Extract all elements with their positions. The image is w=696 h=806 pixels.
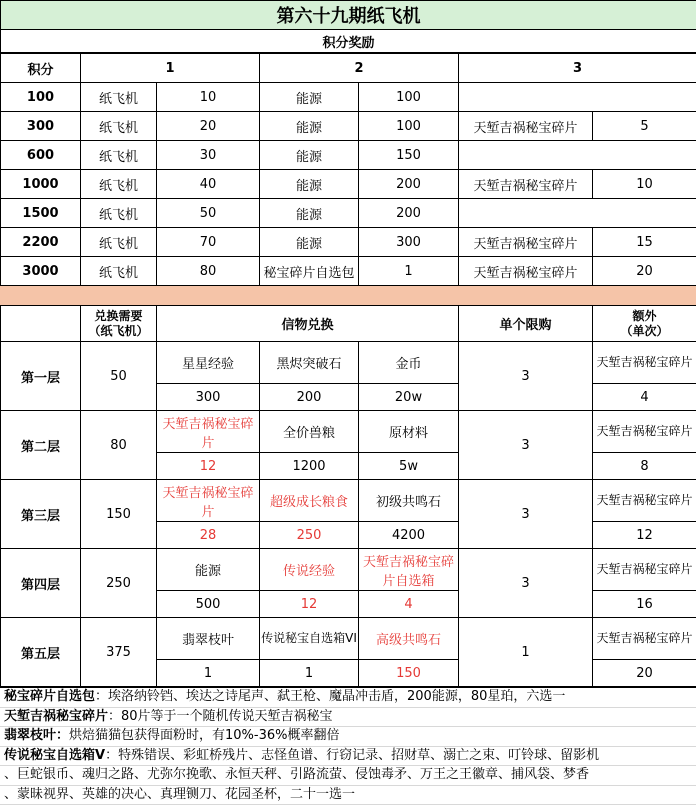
header-extra: 额外 （单次） [593, 306, 696, 342]
points-section-title: 积分奖励 [1, 30, 696, 53]
tier-need: 80 [81, 411, 157, 480]
item-b-qty: 12 [260, 591, 359, 618]
reward3-item: 天堑吉祸秘宝碎片 [459, 257, 593, 286]
reward3-empty [459, 141, 696, 170]
reward1-qty: 70 [157, 228, 260, 257]
note-line [0, 786, 696, 806]
item-c: 高级共鸣石 [359, 618, 459, 660]
tier-limit: 3 [459, 411, 593, 480]
reward1-item: 纸飞机 [81, 112, 157, 141]
header-reward-3: 3 [459, 54, 696, 83]
note-text: ：埃洛纳铃铛、埃达之诗尾声、弑王枪、魔晶冲击盾，200能源，80星珀，六选一 [95, 689, 566, 704]
points-reward-table [0, 53, 696, 286]
reward3-empty [459, 83, 696, 112]
page-title: 第六十九期纸飞机 [1, 1, 696, 30]
points-value: 2200 [1, 228, 81, 257]
item-a-qty: 28 [157, 522, 260, 549]
points-row [1, 228, 696, 257]
note-line [0, 747, 696, 767]
tier-limit: 3 [459, 342, 593, 411]
note-text: 、蒙昧视界、英雄的决心、真理铡刀、花园圣杯，二十一选一 [4, 786, 356, 802]
reward3-item: 天堑吉祸秘宝碎片 [459, 112, 593, 141]
points-row [1, 257, 696, 286]
extra-qty: 20 [593, 660, 696, 687]
tier-need: 50 [81, 342, 157, 411]
reward3-item: 天堑吉祸秘宝碎片 [459, 170, 593, 199]
points-value: 600 [1, 141, 81, 170]
points-row [1, 199, 696, 228]
reward2-qty: 150 [359, 141, 459, 170]
reward2-item: 能源 [260, 83, 359, 112]
reward2-qty: 1 [359, 257, 459, 286]
extra-item: 天堑吉祸秘宝碎片 [593, 480, 696, 522]
reward2-item: 能源 [260, 199, 359, 228]
points-row [1, 112, 696, 141]
reward3-qty: 10 [593, 170, 696, 199]
reward1-item: 纸飞机 [81, 141, 157, 170]
exchange-header-row [1, 306, 696, 342]
tier-limit: 3 [459, 549, 593, 618]
points-row [1, 141, 696, 170]
reward1-qty: 40 [157, 170, 260, 199]
note-text: ：80片等于一个随机传说天堑吉祸秘宝 [108, 708, 333, 724]
note-label: 翡翠枝叶： [4, 728, 70, 743]
extra-item: 天堑吉祸秘宝碎片 [593, 549, 696, 591]
tier-name: 第五层 [1, 618, 81, 687]
item-c-qty: 4 [359, 591, 459, 618]
reward2-qty: 200 [359, 199, 459, 228]
note-text: 、巨蛇银币、魂归之路、尤弥尔挽歌、永恒天秤、引路流萤、侵蚀毒矛、万王之王徽章、捕风袋、梦香 [4, 767, 590, 782]
exchange-table [0, 305, 696, 687]
item-b-qty: 1 [260, 660, 359, 687]
reward1-item: 纸飞机 [81, 83, 157, 112]
item-c: 金币 [359, 342, 459, 384]
item-c-qty: 4200 [359, 522, 459, 549]
extra-qty: 4 [593, 384, 696, 411]
points-header-row [1, 54, 696, 83]
item-a-qty: 500 [157, 591, 260, 618]
reward1-item: 纸飞机 [81, 199, 157, 228]
reward1-qty: 50 [157, 199, 260, 228]
note-text: ：特殊错误、彩虹桥残片、志怪鱼谱、行窃记录、招财草、溺亡之束、叮铃球、留影机 [105, 747, 600, 763]
extra-item: 天堑吉祸秘宝碎片 [593, 618, 696, 660]
reward2-item: 秘宝碎片自选包 [260, 257, 359, 286]
item-b: 传说秘宝自选箱VI [260, 618, 359, 660]
note-line [0, 688, 696, 708]
tier-row [1, 411, 696, 453]
note-line [0, 708, 696, 728]
tier-name: 第二层 [1, 411, 81, 480]
reward2-item: 能源 [260, 228, 359, 257]
reward1-qty: 30 [157, 141, 260, 170]
tier-row [1, 549, 696, 591]
item-b-qty: 250 [260, 522, 359, 549]
item-a: 翡翠枝叶 [157, 618, 260, 660]
note-line [0, 727, 696, 747]
tier-name: 第三层 [1, 480, 81, 549]
item-c-qty: 150 [359, 660, 459, 687]
reward1-item: 纸飞机 [81, 228, 157, 257]
tier-need: 150 [81, 480, 157, 549]
reward1-item: 纸飞机 [81, 257, 157, 286]
section-separator [0, 286, 696, 305]
points-value: 1500 [1, 199, 81, 228]
note-text: 烘焙猫猫包获得面粉时，有10%-36%概率翻倍 [69, 728, 340, 743]
reward2-qty: 200 [359, 170, 459, 199]
extra-qty: 16 [593, 591, 696, 618]
tier-need: 375 [81, 618, 157, 687]
item-c: 初级共鸣石 [359, 480, 459, 522]
points-value: 300 [1, 112, 81, 141]
item-b-qty: 200 [260, 384, 359, 411]
reward2-qty: 100 [359, 112, 459, 141]
tier-limit: 3 [459, 480, 593, 549]
points-row [1, 170, 696, 199]
item-b: 超级成长粮食 [260, 480, 359, 522]
item-b-qty: 1200 [260, 453, 359, 480]
tier-row [1, 618, 696, 660]
reward3-empty [459, 199, 696, 228]
reward3-qty: 20 [593, 257, 696, 286]
reward2-item: 能源 [260, 112, 359, 141]
item-b: 黑烬突破石 [260, 342, 359, 384]
extra-qty: 8 [593, 453, 696, 480]
item-b: 全价兽粮 [260, 411, 359, 453]
item-c: 原材料 [359, 411, 459, 453]
header-points: 积分 [1, 54, 81, 83]
item-c-qty: 5w [359, 453, 459, 480]
header-limit: 单个限购 [459, 306, 593, 342]
tier-name: 第一层 [1, 342, 81, 411]
note-label: 传说秘宝自选箱V [4, 747, 106, 763]
item-a: 天堑吉祸秘宝碎片 [157, 411, 260, 453]
points-value: 100 [1, 83, 81, 112]
header-reward-1: 1 [81, 54, 260, 83]
reward2-qty: 100 [359, 83, 459, 112]
reward1-qty: 10 [157, 83, 260, 112]
note-line [0, 766, 696, 786]
reward2-item: 能源 [260, 170, 359, 199]
item-c-qty: 20w [359, 384, 459, 411]
reward2-qty: 300 [359, 228, 459, 257]
tier-need: 250 [81, 549, 157, 618]
points-value: 3000 [1, 257, 81, 286]
reward1-qty: 80 [157, 257, 260, 286]
item-b: 传说经验 [260, 549, 359, 591]
tier-row [1, 342, 696, 384]
header-need: 兑换需要 （纸飞机） [81, 306, 157, 342]
reward2-item: 能源 [260, 141, 359, 170]
tier-name: 第四层 [1, 549, 81, 618]
reward3-qty: 5 [593, 112, 696, 141]
header-tier-blank [1, 306, 81, 342]
header-items: 信物兑换 [157, 306, 459, 342]
item-a: 星星经验 [157, 342, 260, 384]
item-a: 能源 [157, 549, 260, 591]
notes-section [0, 687, 696, 805]
item-a-qty: 12 [157, 453, 260, 480]
reward3-item: 天堑吉祸秘宝碎片 [459, 228, 593, 257]
extra-item: 天堑吉祸秘宝碎片 [593, 342, 696, 384]
note-label: 天堑吉祸秘宝碎片 [4, 708, 109, 724]
tier-limit: 1 [459, 618, 593, 687]
extra-qty: 12 [593, 522, 696, 549]
points-value: 1000 [1, 170, 81, 199]
reward3-qty: 15 [593, 228, 696, 257]
header-reward-2: 2 [260, 54, 459, 83]
extra-item: 天堑吉祸秘宝碎片 [593, 411, 696, 453]
reward1-qty: 20 [157, 112, 260, 141]
tier-row [1, 480, 696, 522]
note-label: 秘宝碎片自选包 [4, 689, 96, 704]
item-a-qty: 300 [157, 384, 260, 411]
item-a: 天堑吉祸秘宝碎片 [157, 480, 260, 522]
item-c: 天堑吉祸秘宝碎片自选箱 [359, 549, 459, 591]
item-a-qty: 1 [157, 660, 260, 687]
reward1-item: 纸飞机 [81, 170, 157, 199]
points-row [1, 83, 696, 112]
